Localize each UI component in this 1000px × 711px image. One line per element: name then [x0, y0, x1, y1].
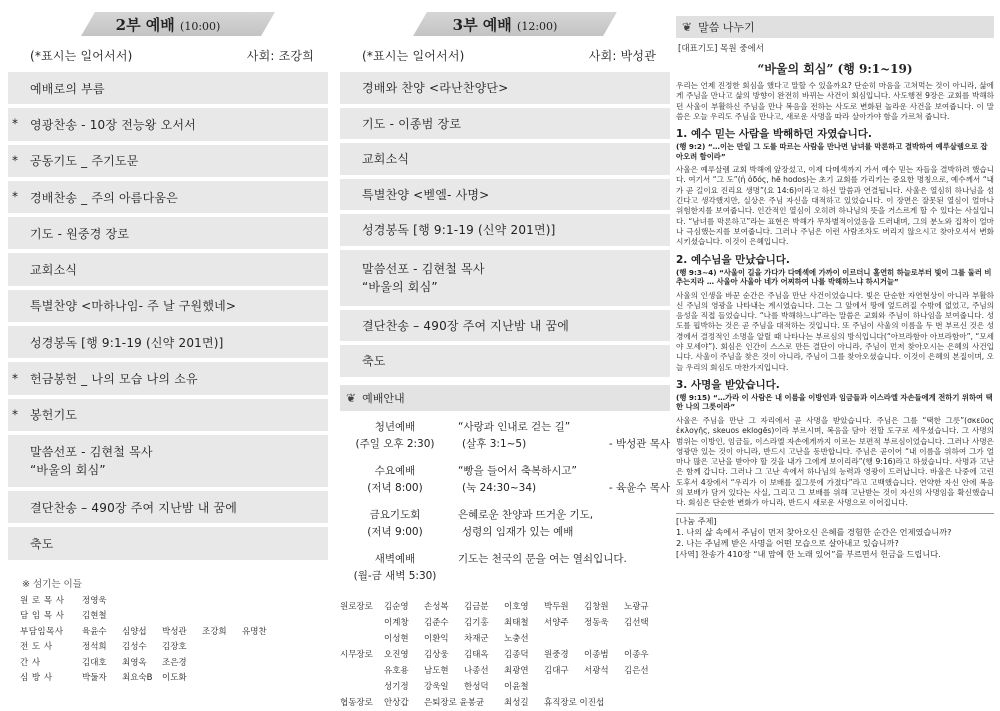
service3-header — [340, 0, 670, 40]
server-role: 심 방 사 — [20, 673, 53, 684]
closing-hymn-row: 결단찬송 – 490장 주여 지난밤 내 꿈에 — [8, 491, 328, 523]
elder-name: 이윤철 — [504, 681, 529, 692]
order-item — [8, 362, 328, 394]
elder-name: 이성현 — [384, 633, 409, 644]
server-role: 담 임 목 사 — [20, 611, 65, 622]
announcement-item — [340, 551, 670, 585]
sermon-preacher: 말씀선포 - 김현철 목사 — [30, 444, 153, 459]
elder-name: 김기홍 — [464, 617, 489, 628]
announcement-time: (주일 오후 2:30) — [355, 437, 435, 450]
sermon-row — [8, 435, 328, 487]
order-item-text: 경배와 찬양 <라난찬양단> — [362, 81, 509, 96]
server-role: 부담임목사 — [20, 626, 64, 637]
server-name: 정석희 — [82, 642, 107, 653]
elder-role — [340, 663, 384, 679]
point1-body: 사울은 예루살렘 교회 박해에 앞장섰고, 이제 다메섹까지 가서 예수 믿는 자들을 결박하려 했습니다. 여기서 “그 도”(ἡ ὁδός, hē hodos)는 초기 교회를 가리키는 중요한 명칭으로, 예수께서 “내가 곧 길이요 진리요 생명”(요 14:6)이라고 하신 말씀과 연결됩니다. 사울은 열심히 하나님을 섬긴다고 생각했지만, 실상은 주님 자신을 대적하고 있었습니다. 이 장면은 잘못된 열심이 얼마나 위험한지를 보여줍니다. 인간적인 열심이 오히려 하나님의 뜻을 거스르게 할 수 있다는 사실입니다. “남녀를 막론하고”라는 표현은 박해가 무차별적이었음을 드러내며, 그의 분노와 집착이 얼마나 극심했는지를 보여줍니다. 그러나 주님은 이런 사람조차도 버리지 않으시고 찾아오셔서 변화시키셨습니다. 이것이 은혜입니다. — [676, 165, 994, 247]
server-name: 정영욱 — [82, 595, 107, 606]
service2-note-row — [8, 42, 328, 68]
order-item — [340, 179, 670, 211]
sermon-share-title: “바울의 회심” (행 9:1~19) — [757, 62, 913, 76]
elders-list — [340, 599, 670, 711]
server-name: 박성관 — [162, 626, 187, 637]
elder-name: 한성덕 — [464, 681, 489, 692]
sermon-row — [340, 250, 670, 306]
server-row — [20, 609, 328, 625]
elder-row — [340, 647, 670, 663]
elder-name: 김순영 — [384, 601, 409, 612]
order-item-text: 헌금봉헌 _ 나의 모습 나의 소유 — [30, 372, 198, 387]
prayer-note: [대표기도] 목원 중에서 — [678, 44, 764, 54]
service2-column — [8, 0, 328, 687]
order-item — [8, 253, 328, 285]
elder-name: 안상갑 — [384, 697, 409, 708]
elder-name: 김선택 — [624, 617, 649, 628]
server-name: 김대호 — [82, 657, 107, 668]
server-name: 김현철 — [82, 611, 107, 622]
standing-mark: * — [12, 153, 19, 168]
service3-note-row — [340, 42, 670, 68]
announcement-line1: “빵을 들어서 축복하시고” — [458, 464, 577, 477]
elder-name: 원중경 — [544, 649, 569, 660]
leaf-icon: ❦ — [346, 390, 357, 405]
announcement-time: (월-금 새벽 5:30) — [353, 569, 437, 582]
elder-name: 서광석 — [584, 665, 609, 676]
service3-column — [340, 0, 670, 711]
elder-role — [340, 679, 384, 695]
elder-row — [340, 663, 670, 679]
elder-role: 협동장로 — [340, 697, 373, 708]
order-item-text: 기도 - 이종범 장로 — [362, 116, 462, 131]
standing-mark: * — [12, 116, 19, 131]
announcements-header: ❦ 예배안내 — [340, 385, 670, 411]
server-row — [20, 656, 328, 672]
announcement-name: 수요예배 — [374, 464, 416, 477]
order-item — [340, 143, 670, 175]
elder-name: 이환익 — [424, 633, 449, 644]
point1-verse: (행 9:2) “…이는 만일 그 도를 따르는 사람을 만나면 남녀를 막론하고 결박하여 예루살렘으로 잡아오려 함이라” — [676, 142, 988, 161]
order-item-text: 공동기도 _ 주기도문 — [30, 154, 139, 169]
elder-row — [340, 615, 670, 631]
order-item-text: 예배로의 부름 — [30, 81, 105, 96]
point1-title: 1. 예수 믿는 사람을 박해하던 자였습니다. — [676, 128, 872, 141]
announcement-line2a: (눅 24:30~34) — [462, 481, 537, 494]
elder-name: 오진영 — [384, 649, 409, 660]
elder-role: 원로장로 — [340, 601, 373, 612]
elder-name: 서양주 — [544, 617, 569, 628]
announcement-item — [340, 463, 670, 497]
standing-mark: * — [12, 189, 19, 204]
server-name: 조은경 — [162, 657, 187, 668]
blessing-row: 축도 — [340, 345, 670, 377]
sermon-share-column — [676, 0, 994, 560]
elder-name: 김은선 — [624, 665, 649, 676]
elder-name: 이호영 — [504, 601, 529, 612]
point3-title: 3. 사명을 받았습니다. — [676, 378, 780, 391]
elder-name: 박두원 — [544, 601, 569, 612]
elder-name: 성기정 — [384, 681, 409, 692]
elder-name: 남도현 — [424, 665, 449, 676]
announcement-name: 청년예배 — [374, 420, 416, 433]
announcement-line1: 기도는 천국의 문을 여는 열쇠입니다. — [458, 552, 627, 565]
order-item — [8, 145, 328, 177]
service-leader: 사회: 조강희 — [246, 48, 314, 63]
elder-row — [340, 631, 670, 647]
elder-name: 김대구 — [544, 665, 569, 676]
sermon-title: “바울의 회심” — [362, 279, 438, 294]
service2-title: 2부 예배 (10:00) — [115, 16, 221, 34]
elder-name: 김창원 — [584, 601, 609, 612]
elder-name: 김금분 — [464, 601, 489, 612]
order-item — [8, 326, 328, 358]
servers-list — [20, 594, 328, 687]
servers-header: ※ 섬기는 이들 — [22, 578, 82, 590]
server-name: 심양섭 — [122, 626, 147, 637]
elder-name: 이종우 — [624, 649, 649, 660]
server-row — [20, 594, 328, 610]
elder-row — [340, 599, 670, 615]
order-item-text: 교회소식 — [30, 263, 78, 278]
standing-mark: * — [12, 370, 19, 385]
order-item — [8, 72, 328, 104]
sharing-question-2: 2. 나는 주님께 받은 사명을 어떤 모습으로 살아내고 있습니까? — [676, 537, 899, 548]
order-item — [340, 72, 670, 104]
server-role: 전 도 사 — [20, 642, 53, 653]
server-row — [20, 625, 328, 641]
point2-body: 사울의 인생을 바꾼 순간은 주님을 만난 사건이었습니다. 빛은 단순한 자연현상이 아니라 부활하신 주님의 영광을 나타내는 계시였습니다. 그는 그 앞에서 땅에 엎드려질 수밖에 없었고, 주님의 음성을 직접 들었습니다. “나를 박해하느냐”라는 말씀은 교회와 주님이 하나임을 보여줍니다. 성도를 핍박하는 것은 곧 주님을 대적하는 것입니다. 또 주님이 사울의 이름을 두 번 부르신 것은 성경에서 결정적인 소명을 알릴 때 나타나는 부르심의 방식입니다(“아브라함아 아브라함아”, “모세야 모세야”). 회심은 인간이 스스로 만든 결단이 아니라, 주님이 먼저 찾아오시는 은혜의 사건입니다. 사울이 주님을 찾은 것이 아니라, 주님이 그를 찾아오셨습니다. 이것이 은혜의 본질이며, 오늘 우리의 회심도 마찬가지입니다. — [676, 290, 994, 372]
elder-row — [340, 679, 670, 695]
sermon-share-header: ❦ 말씀 나누기 — [676, 16, 994, 38]
elder-name: 최성길 — [504, 697, 529, 708]
announcement-time: (저녁 9:00) — [367, 525, 423, 538]
order-item-text: 기도 - 원중경 장로 — [30, 226, 130, 241]
server-row — [20, 640, 328, 656]
standing-note: (*표시는 일어서서) — [30, 48, 133, 63]
elder-name: 김상웅 — [424, 649, 449, 660]
order-item-text: 성경봉독 [행 9:1-19 (신약 201면)] — [362, 223, 556, 238]
elder-name: 김종덕 — [504, 649, 529, 660]
sharing-topics — [676, 513, 994, 560]
announcement-line2a: (살후 3:1~5) — [462, 437, 527, 450]
order-item-text: 특별찬양 <벧엘- 사명> — [362, 187, 490, 202]
server-name: 이도화 — [162, 673, 187, 684]
elder-name: 나종선 — [464, 665, 489, 676]
announcement-time: (저녁 8:00) — [367, 481, 423, 494]
intro-text: 우리는 언제 진정한 회심을 했다고 말할 수 있을까요? 단순히 마음을 고쳐먹는 것이 아니라, 삶에게 주님을 만나고 삶의 방향이 완전히 바뀌는 사건이 회심입니다. 사도행전 9장은 교회를 박해하던 사울이 부활하신 주님을 만나 복음을 전하는 사도로 변화된 놀라운 사건을 보여줍니다. 이 말씀은 오늘 우리도 주님을 만나고, 새로운 사명을 따라 살아가야 함을 가르쳐 줍니다. — [676, 81, 994, 121]
order-item — [8, 181, 328, 213]
server-name: 조강희 — [202, 626, 227, 637]
standing-note: (*표시는 일어서서) — [362, 48, 465, 63]
blessing-row: 축도 — [8, 527, 328, 559]
server-name: 김성수 — [122, 642, 147, 653]
sermon-preacher: 말씀선포 - 김현철 목사 — [362, 261, 485, 276]
elder-role: 시무장로 — [340, 649, 373, 660]
service3-title: 3부 예배 (12:00) — [452, 16, 558, 34]
server-name: 최영옥 — [122, 657, 147, 668]
announcements-list — [340, 419, 670, 585]
elder-name: 최태철 — [504, 617, 529, 628]
order-item — [8, 108, 328, 140]
sermon-title: “바울의 회심” — [30, 462, 106, 477]
announcement-item — [340, 419, 670, 453]
point2-title: 2. 예수님을 만났습니다. — [676, 253, 790, 266]
elder-name: 은퇴장로 윤봉균 — [424, 697, 485, 708]
order-item — [8, 217, 328, 249]
server-name: 유명찬 — [242, 626, 267, 637]
elder-name: 최광연 — [504, 665, 529, 676]
announcement-line1: “사랑과 인내로 걷는 길” — [458, 420, 571, 433]
elder-name: 노광규 — [624, 601, 649, 612]
elder-name: 정동욱 — [584, 617, 609, 628]
elder-role — [340, 631, 384, 647]
server-role: 원 로 목 사 — [20, 595, 65, 606]
order-item-text: 성경봉독 [행 9:1-19 (신약 201면)] — [30, 335, 224, 350]
server-name: 박둘자 — [82, 673, 107, 684]
announcement-line2b: - 박성관 목사 — [608, 437, 670, 450]
server-row — [20, 671, 328, 687]
elder-name: 손성복 — [424, 601, 449, 612]
order-item — [340, 214, 670, 246]
point3-verse: (행 9:15) “…가라 이 사람은 내 이름을 이방인과 임금들과 이스라엘 자손들에게 전하기 위하여 택한 나의 그릇이라” — [676, 392, 993, 412]
elder-role — [340, 615, 384, 631]
server-name: 김장호 — [162, 642, 187, 653]
sharing-header: [나눔 주제] — [676, 515, 717, 526]
elder-name: 이계창 — [384, 617, 409, 628]
server-name: 육윤수 — [82, 626, 107, 637]
announcement-line2a: 성령의 임재가 있는 예배 — [462, 525, 574, 538]
offering-note: [사역] 찬송가 410장 “내 맘에 한 노래 있어”를 부르면서 헌금을 드립니다. — [676, 548, 941, 559]
point3-body: 사울은 주님을 만난 그 자리에서 곧 사명을 받았습니다. 주님은 그를 “택한 그릇”(σκεῦος ἐκλογῆς, skeuos eklogēs)이라 부르시며, 복음을 담아 전할 도구로 세우셨습니다. 그 사명의 범위는 이방인, 임금들, 이스라엘 자손에게까지 이르는 보편적 부르심이었습니다. 그러나 사명은 영광만 있는 것이 아니라, 반드시 고난을 동반합니다. 주님은 곧이어 “내 이름을 위하여 그가 얼마나 많은 고난을 받아야 할 것을 내가 그에게 보이리라”(행 9:16)라고 하셨습니다. 사명과 고난은 함께 갑니다. 그러나 그 고난 속에서 하나님의 능력과 영광이 드러납니다. 바울은 나중에 고린도후서 4장에서 “우리가 이 보배를 질그릇에 가졌다”라고 고백했습니다. 연약한 자신 안에 복음의 보배가 담겨 있다는 사실, 그리고 그 보배를 위해 고난받는 것이 자신의 사명임을 확신했습니다. 회심은 단순한 변화가 아니라, 반드시 새로운 사명으로 이어집니다. — [676, 415, 994, 508]
order-item-text: 특별찬양 <마하나임- 주 날 구원했네> — [30, 299, 237, 314]
order-item — [8, 290, 328, 322]
point2-verse: (행 9:3~4) “사울이 길을 가다가 다메섹에 가까이 이르더니 홀연히 하늘로부터 빛이 그를 둘러 비추는지라 … 사울아 사울아 네가 어찌하여 나를 박해하느냐 하시거늘” — [676, 267, 992, 287]
announcement-item — [340, 507, 670, 541]
order-item — [8, 399, 328, 431]
leaf-icon: ❦ — [682, 20, 693, 34]
elder-name: 차재군 — [464, 633, 489, 644]
closing-hymn-row: 결단찬송 – 490장 주여 지난밤 내 꿈에 — [340, 310, 670, 342]
service-leader: 사회: 박성관 — [588, 48, 656, 63]
elder-name: 이종범 — [584, 649, 609, 660]
elder-name: 유호용 — [384, 665, 409, 676]
server-name: 최요숙B — [122, 673, 153, 684]
service2-header — [8, 0, 328, 40]
announcement-name: 새벽예배 — [374, 552, 416, 565]
order-item-text: 봉헌기도 — [30, 408, 78, 423]
announcement-line2b: - 육윤수 목사 — [608, 481, 670, 494]
elder-row — [340, 695, 670, 711]
announcement-line1: 은혜로운 찬양과 뜨거운 기도, — [458, 508, 594, 521]
elder-name: 김준수 — [424, 617, 449, 628]
elder-name: 노충선 — [504, 633, 529, 644]
announcement-name: 금요기도회 — [369, 508, 421, 521]
server-role: 간 사 — [20, 657, 41, 668]
standing-mark: * — [12, 407, 19, 422]
elder-name: 강욱일 — [424, 681, 449, 692]
elder-name: 휴직장로 이진섭 — [544, 697, 605, 708]
order-item — [340, 108, 670, 140]
sharing-question-1: 1. 나의 삶 속에서 주님이 먼저 찾아오신 은혜를 경험한 순간은 언제였습니까? — [676, 526, 952, 537]
order-item-text: 경배찬송 _ 주의 아름다움은 — [30, 190, 178, 205]
order-item-text: 영광찬송 - 10장 전능왕 오서서 — [30, 117, 196, 132]
elder-name: 김태옥 — [464, 649, 489, 660]
order-item-text: 교회소식 — [362, 152, 410, 167]
